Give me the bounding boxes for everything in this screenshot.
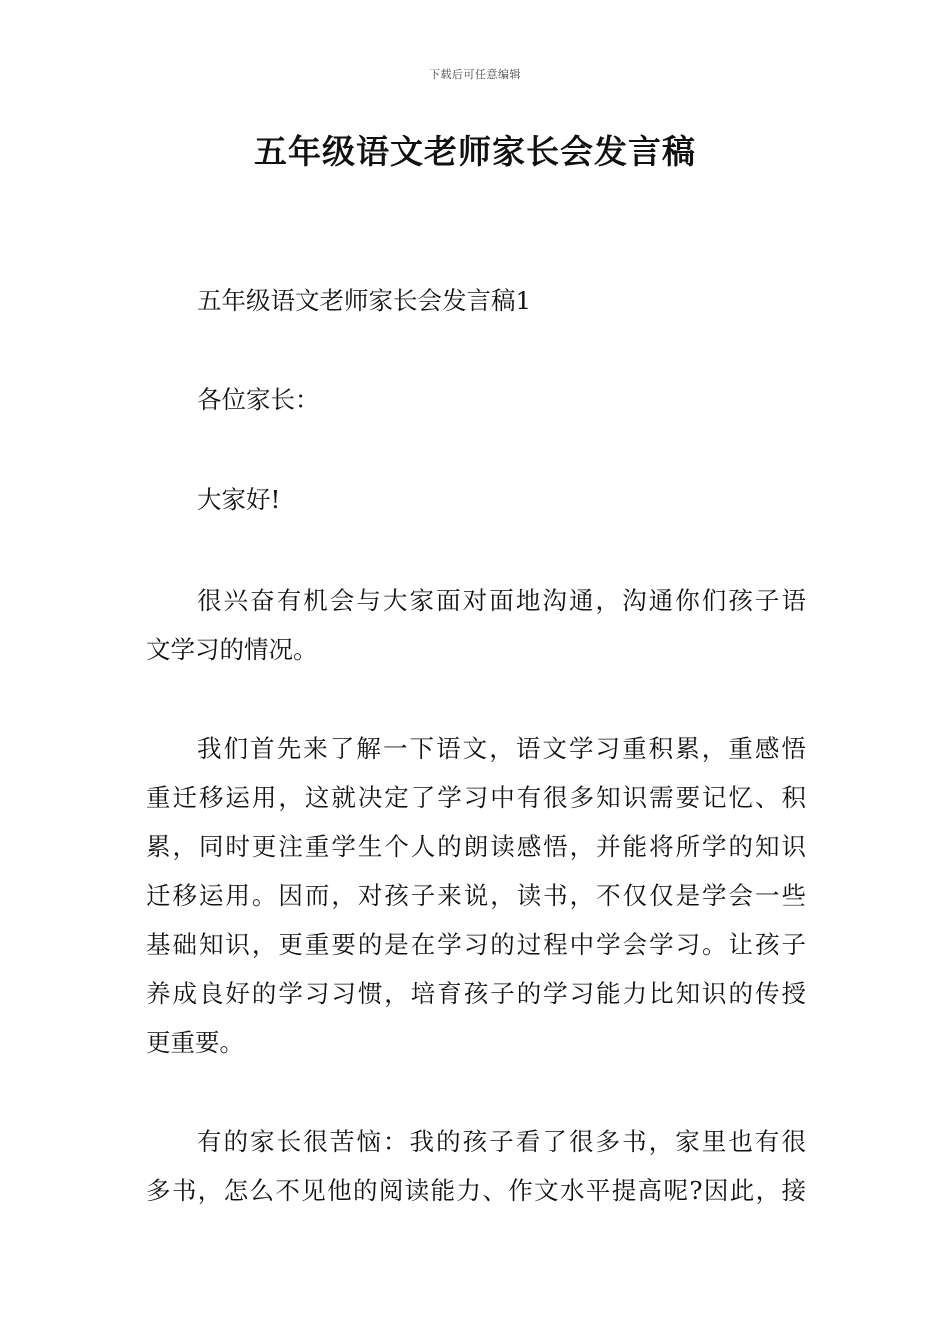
paragraph-line: 养成良好的学习习惯，培育孩子的学习能力比知识的传授 [146,979,806,1008]
section-subtitle [146,276,806,325]
paragraph-line: 重迁移运用，这就决定了学习中有很多知识需要记忆、积 [146,783,806,812]
paragraph-1 [146,576,806,674]
paragraph-3 [146,1117,806,1215]
paragraph-line: 迁移运用。因而，对孩子来说，读书，不仅仅是学会一些 [146,881,806,910]
paragraph-line: 多书，怎么不见他的阅读能力、作文水平提高呢?因此，接 [146,1176,806,1205]
paragraph-2 [146,724,806,1067]
header-note: 下载后可任意编辑 [429,68,521,81]
greeting-text: 大家好! [197,485,281,514]
paragraph-line: 更重要。 [146,1028,244,1057]
paragraph-line: 累，同时更注重学生个人的朗读感悟，并能将所学的知识 [146,832,806,861]
paragraph-line: 我们首先来了解一下语文，语文学习重积累，重感悟 [197,734,806,763]
paragraph-line: 有的家长很苦恼：我的孩子看了很多书，家里也有很 [197,1127,806,1156]
salutation [146,375,806,424]
subtitle-text: 五年级语文老师家长会发言稿1 [197,286,532,315]
paragraph-line: 文学习的情况。 [146,635,318,664]
document-title: 五年级语文老师家长会发言稿 [254,132,696,171]
paragraph-line: 基础知识，更重要的是在学习的过程中学会学习。让孩子 [146,930,806,959]
paragraph-line: 很兴奋有机会与大家面对面地沟通，沟通你们孩子语 [197,586,806,615]
greeting [146,475,806,524]
salutation-text: 各位家长： [197,385,320,414]
